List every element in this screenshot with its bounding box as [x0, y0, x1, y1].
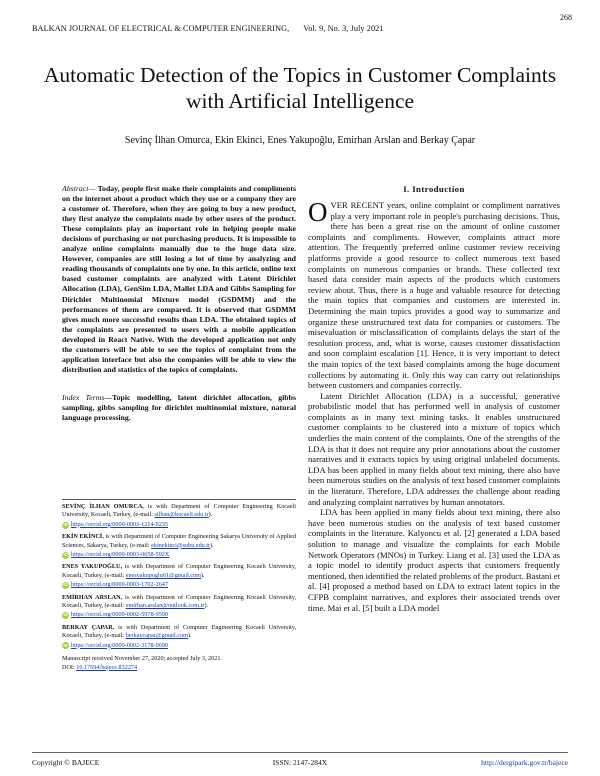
body-paragraph [308, 197, 560, 391]
affiliation-tail: ). [204, 602, 209, 610]
affiliation-item [62, 503, 296, 529]
affiliation-tail: ). [208, 511, 213, 519]
abstract-label: Abstract [62, 184, 89, 193]
doi-label: DOI: [62, 663, 77, 671]
abstract-text: Today, people first make their complaints and compliments on the internet about a product which they use or a company they are a customer of. Therefore, when they are going to buy a new product, they first analyze the complaints made by other users of the product. These complaints play an important role in helping people make decisions of purchasing or not purchasing products. It is impossible to analyze online complaints manually due to the huge data size. However, companies are still losing a lot of time by analyzing and reading thousands of complaints one by one. In this article, online text based customer complaints are analyzed with Latent Dirichlet Allocation (LDA), GenSim LDA, Mallet LDA and Gibbs Sampling for Dirichlet Multinomial Mixture model (GSDMM) and the performances of them are compared. It is observed that GSDMM gives much more successful results than LDA. The obtained topics of the complaints are presented to users with a mobile application developed in React Native. With the developed application not only the customers will be able to see the topics of complaint from the application interface but also the companies will be able to view the distribution and statistics of the topics of complaints. [62, 184, 296, 374]
orcid-line [62, 581, 296, 589]
affiliation-name: BERKAY ÇAPAR, [62, 623, 115, 631]
affiliation-tail: ). [201, 571, 205, 579]
section-heading-introduction: I. Introduction [403, 184, 465, 194]
index-terms-label: Index Terms [62, 392, 105, 402]
orcid-line [62, 521, 296, 529]
abstract [62, 184, 296, 375]
affiliations [62, 499, 296, 672]
volume-info: Vol. 9, No. 3, July 2021 [303, 24, 384, 33]
orcid-line [62, 611, 296, 619]
orcid-link[interactable]: https://orcid.org/0000-0003-0658-592X [71, 551, 170, 559]
doi-link[interactable]: 10.17694/bajece.832274 [76, 663, 138, 671]
footer-url-link[interactable]: http://dergipark.gov.tr/bajece [481, 758, 568, 767]
footer-issn: ISSN: 2147-284X [272, 758, 328, 767]
page-number: 268 [560, 13, 572, 22]
email-link[interactable]: emirhan.arslan@outlook.com.tr [125, 602, 205, 610]
orcid-icon: iD [63, 612, 68, 618]
author-list: Sevinç İlhan Omurca, Ekin Ekinci, Enes Yakupoğlu, Emirhan Arslan and Berkay Çapar [124, 135, 476, 146]
body-paragraph: Latent Dirichlet Allocation (LDA) is a successful, generative probabilistic model that has performed well in analysis of customer complaints as in many text mining tasks. It enables unstructured customer complaints to be clustered into a mixture of topics which underlies the main content of the complaints. One of the strengths of the LDA is that it does not require any prior annotations about the customer narratives and it extracts topics by using original unlabeled documents. LDA has been applied in many fields about text mining, there also have been numerous studies on the analysis of text based customer complaints in the literature. Therefore, LDA addresses the challenge about reading and analyzing complaint narratives by human annotators. [308, 390, 560, 507]
affiliation-name: ENES YAKUPOĞLU, [62, 563, 123, 571]
orcid-link[interactable]: https://orcid.org/0000-0003-1214-9235 [71, 520, 168, 528]
affiliation-text: is with Department of Computer Engineering Kocaeli University, Kocaeli, Turkey, (e-mail: [62, 593, 296, 610]
manuscript-dates: Manuscript received November 27, 2020; accepted July 3, 2021. [62, 655, 222, 663]
journal-name: BALKAN JOURNAL OF ELECTRICAL & COMPUTER ENGINEERING, [32, 24, 290, 33]
index-terms-dash: — [104, 392, 113, 402]
orcid-line [62, 551, 296, 559]
affiliation-name: SEVİNÇ İLHAN OMURCA, [62, 503, 144, 510]
body-paragraph: LDA has been applied in many fields about text mining, there also have been numerous studies on the analysis of text based customer complaints in the literature. Kalyoncu et al. [2] generated a LDA based solution to manage and visualize the complaints for each Mobile Network Operators (MNOs) in Turkey. Liang et al. [3] used the LDA as a topic model to identify product aspects that customers frequently mentioned, then identified the related problems of the product. Bastani et al. [4] proposed a method based on LDA to extract latent topics in the CFPB complaint narratives, and explores their associated trends over time. Mai et al. [5] built a LDA model [308, 507, 560, 613]
affiliation-name: EMİRHAN ARSLAN, [62, 593, 123, 601]
paragraph-text: VER RECENT years, online complaint or compliment narratives play a very important role in people's purchasing decisions. Thus, there has been a great rise on the amount of online customer complaints and compliments. However, complaints attract more attention. The frequently preferred online customer review receiving platforms provide a good resource to collect numerous text based complaints on numerous companies or brands. These collected text based data consider main aspects of the products which customers review about. Thus, there is a huge and valuable resource for detecting the main topics that companies and customers are interested in. Determining the main topics provides a good way to summarize and organize these unstructured text data for companies or customers. The misevaluation or misclassification of complaints delays the start of the resolution process, and, what is worse, causes customer dissatisfaction and soon complaint escalation [1]. Hence, it is very important to detect the main topics of the text based complaints among the huge document collections by automating it. Only this way can carry out relationships between customers and companies correctly. [308, 200, 560, 391]
drop-cap: O [308, 197, 328, 227]
affiliation-tail: ). [187, 632, 192, 640]
abstract-dash: — [88, 184, 98, 193]
orcid-link[interactable]: https://orcid.org/0000-0002-3178-0690 [71, 641, 168, 649]
orcid-icon: iD [63, 642, 68, 648]
doi-line [62, 664, 296, 672]
affiliation-text: is with Department of Computer Engineering Kocaeli University, Kocaeli, Turkey, (e-mail: [62, 503, 296, 519]
email-link[interactable]: ekinekinci@subu.edu.tr [151, 541, 211, 549]
affiliation-item [62, 594, 296, 620]
affiliation-text: is with Department of Computer Engineering Kocaeli University, Kocaeli, Turkey, (e-mail: [62, 623, 296, 640]
paper-title: Automatic Detection of the Topics in Customer Complaints with Artificial Intelligence [43, 63, 557, 113]
orcid-link[interactable]: https://orcid.org/0000-0003-1702-2647 [71, 581, 168, 589]
orcid-icon: iD [63, 582, 68, 588]
right-column [308, 184, 560, 613]
orcid-link[interactable]: https://orcid.org/0000-0002-5978-9590 [71, 611, 168, 619]
orcid-icon: iD [63, 521, 68, 527]
email-link[interactable]: berkaycapar@gmail.com [125, 632, 188, 640]
affiliation-item [62, 533, 296, 559]
index-terms [62, 393, 296, 423]
affiliation-tail: ). [210, 541, 214, 549]
index-terms-text: Topic modelling, latent dirichlet allocation, gibbs sampling, gibbs sampling for dirichlet multinomial mixture, natural language processing. [62, 392, 296, 422]
affiliation-item [62, 563, 296, 589]
affiliation-text: is with Department of Computer Engineering Sakarya University of Applied Sciences, Sakarya, Turkey, (e-mail: [62, 533, 296, 549]
affiliation-item [62, 624, 296, 650]
running-head [32, 24, 384, 33]
affiliation-text: is with Department of Computer Engineering Kocaeli University, Kocaeli, Turkey, (e-mail: [62, 563, 296, 579]
affiliation-name: EKİN EKİNCİ, [62, 533, 104, 541]
footer-divider [32, 752, 568, 753]
email-link[interactable]: silhan@kocaeli.edu.tr [154, 511, 209, 519]
affiliation-divider [62, 499, 296, 500]
email-link[interactable]: enesyakupoglu61@gmail.com [125, 571, 201, 579]
orcid-icon: iD [63, 552, 68, 558]
left-column [62, 184, 296, 423]
footer-copyright: Copyright © BAJECE [32, 758, 100, 767]
orcid-line [62, 642, 296, 650]
